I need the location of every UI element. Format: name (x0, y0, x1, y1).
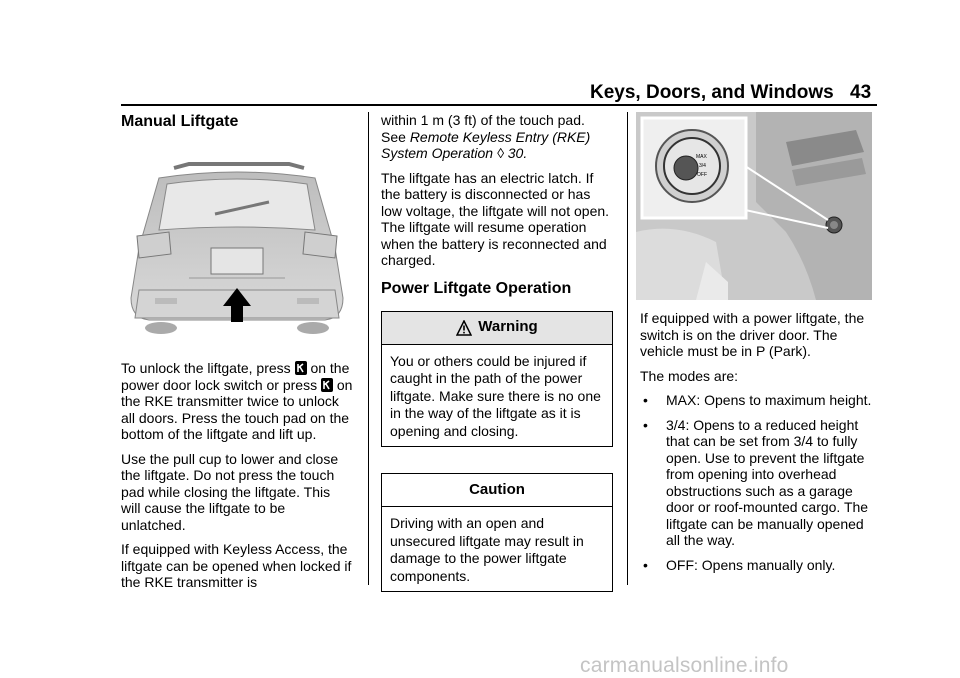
list-item: • MAX: Opens to maximum height. (643, 392, 872, 408)
modes-intro: The modes are: (640, 367, 739, 384)
switch-label-max: MAX (696, 154, 707, 160)
pull-cup-paragraph: Use the pull cup to lower and close the liftgate. Do not press the touch pad while closing the liftgate. This will cause the liftgate to be unlatched. (121, 450, 339, 533)
caution-box (381, 473, 613, 592)
modes-list (640, 392, 880, 573)
section-title: Keys, Doors, and Windows (590, 82, 834, 103)
header-rule (121, 104, 877, 106)
p1-text-c: on the RKE transmitter twice to unlock all doors. Press the touch pad on the bottom of the liftgate and lift up. (121, 376, 353, 442)
touch-pad-paragraph: within 1 m (3 ft) of the touch pad. See Remote Keyless Entry (RKE) System Operation ◊ 30. (381, 112, 591, 161)
switch-label-off: OFF (697, 172, 707, 178)
column-1 (121, 112, 353, 599)
unlock-paragraph (121, 360, 353, 443)
column-divider-1 (368, 112, 369, 585)
warning-title: Warning (478, 318, 538, 336)
power-liftgate-heading: Power Liftgate Operation (381, 279, 572, 297)
manual-liftgate-heading: Manual Liftgate (121, 113, 239, 130)
watermark: carmanualsonline.info (580, 654, 789, 677)
unlock-key-icon-2 (321, 378, 333, 392)
p1-text-b: on the power door lock switch or press (121, 360, 350, 393)
warning-header (382, 312, 612, 345)
caution-header (382, 474, 612, 507)
column-3 (640, 112, 880, 581)
warning-box (381, 311, 613, 448)
warning-body: You or others could be injured if caught in the path of the power liftgate. Make sure there is no one in the way of the liftgate as it is opening and closing. (390, 352, 601, 439)
p1-text-a: To unlock the liftgate, press (121, 360, 291, 376)
driver-door-switch-illustration (636, 112, 872, 300)
keyless-access-paragraph: If equipped with Keyless Access, the liftgate can be opened when locked if the RKE transmitter is (121, 541, 352, 590)
page-header (0, 82, 960, 106)
list-item: • OFF: Opens manually only. (643, 556, 836, 573)
rear-liftgate-illustration (129, 158, 345, 338)
unlock-key-icon (295, 361, 307, 375)
column-2 (381, 112, 613, 592)
reference-symbol: ◊ (496, 145, 504, 161)
warning-triangle-icon (456, 320, 472, 336)
page-number: 43 (850, 82, 872, 103)
electric-latch-paragraph: The liftgate has an electric latch. If the battery is disconnected or has low voltage, the liftgate will not open. The liftgate will resume operation when the battery is reconnected and charged. (381, 169, 610, 268)
switch-label-34: 3/4 (699, 163, 706, 169)
p1-text: within 1 m (3 ft) of the touch pad. See (381, 112, 585, 145)
caution-body: Driving with an open and unsecured liftgate may result in damage to the power liftgate components. (390, 515, 584, 584)
rke-reference-link[interactable]: Remote Keyless Entry (RKE) System Operation (381, 128, 591, 161)
reference-page[interactable]: 30 (507, 145, 524, 161)
driver-door-paragraph: If equipped with a power liftgate, the switch is on the driver door. The vehicle must be in P (Park). (640, 310, 865, 359)
column-divider-2 (627, 112, 628, 585)
list-item: • 3/4: Opens to a reduced height that can be set from 3/4 to fully open. Use to prevent the liftgate from opening into overhead obstructions such as a garage door or roof-mounted cargo. The liftgate can be manually opened all the way. (643, 416, 869, 548)
caution-title: Caution (469, 480, 525, 498)
